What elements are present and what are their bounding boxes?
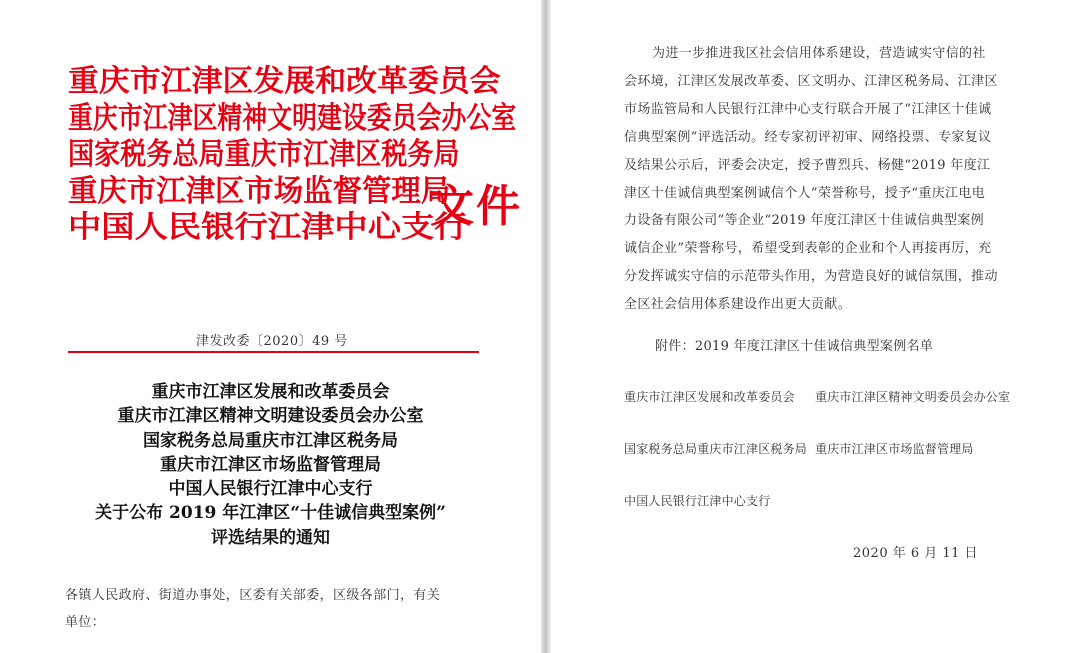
addressee bbox=[65, 582, 485, 636]
body-line: 信典型案例”评选活动。经专家初评初审、网络投票、专家复议 bbox=[624, 129, 992, 145]
body-line: 会环境，江津区发展改革委、区文明办、江津区税务局、江津区 bbox=[624, 73, 998, 89]
notice-title-line: 重庆市江津区精神文明建设委员会办公室 bbox=[117, 406, 424, 427]
notice-title-line: 重庆市江津区市场监督管理局 bbox=[160, 454, 381, 475]
attachment-note: 附件：2019 年度江津区十佳诚信典型案例名单 bbox=[655, 339, 934, 354]
letterhead-agency: 中国人民银行江津中心支行 bbox=[68, 210, 468, 245]
letterhead-agency: 重庆市江津区发展和改革委员会 bbox=[68, 64, 501, 99]
signatory: 重庆市江津区市场监督管理局 bbox=[815, 442, 974, 456]
letterhead-agency: 重庆市江津区市场监督管理局 bbox=[68, 173, 451, 209]
body-line: 津区十佳诚信典型案例诚信个人”荣誉称号，授予“重庆江电电 bbox=[624, 185, 986, 201]
signatory: 国家税务总局重庆市江津区税务局 bbox=[624, 442, 808, 456]
notice-title-line: 国家税务总局重庆市江津区税务局 bbox=[143, 430, 398, 451]
notice-title-line: 评选结果的通知 bbox=[211, 527, 330, 548]
body-line: 诚信企业”荣誉称号，希望受到表彰的企业和个人再接再厉，充 bbox=[624, 241, 992, 257]
body-line: 分发挥诚实守信的示范带头作用，为营造良好的诚信氛围，推动 bbox=[624, 269, 998, 285]
signatory: 重庆市江津区发展和改革委员会 bbox=[624, 390, 795, 404]
red-separator-rule bbox=[68, 351, 479, 353]
doc-type-label: 文件 bbox=[430, 181, 522, 232]
body-line: 全区社会信用体系建设作出更大贡献。 bbox=[624, 297, 851, 313]
notice-title-line: 重庆市江津区发展和改革委员会 bbox=[151, 382, 390, 402]
doc-number: 津发改委〔2020〕49 号 bbox=[196, 334, 348, 349]
issue-date: 2020 年 6 月 11 日 bbox=[853, 546, 979, 561]
body-line: 力设备有限公司”等企业“2019 年度江津区十佳诚信典型案例 bbox=[624, 213, 985, 229]
letterhead-agency: 国家税务总局重庆市江津区税务局 bbox=[68, 137, 460, 172]
notice-body bbox=[624, 40, 1036, 319]
notice-title-line: 关于公布 2019 年江津区“十佳诚信典型案例” bbox=[95, 503, 446, 524]
notice-title bbox=[0, 380, 541, 550]
addressee-line: 各镇人民政府、街道办事处，区委有关部委，区级各部门，有关 bbox=[65, 588, 441, 603]
letterhead-agency: 重庆市江津区精神文明建设委员会办公室 bbox=[68, 100, 517, 136]
body-line: 为进一步推进我区社会信用体系建设，营造诚实守信的社 bbox=[652, 46, 986, 61]
signatory: 重庆市江津区精神文明委员会办公室 bbox=[815, 390, 1011, 404]
body-line: 及结果公示后，评委会决定，授予曹烈兵、杨健“2019 年度江 bbox=[624, 157, 991, 173]
signatory: 中国人民银行江津中心支行 bbox=[624, 494, 771, 508]
page-gutter bbox=[541, 0, 551, 653]
body-line: 市场监管局和人民银行江津中心支行联合开展了“江津区十佳诚 bbox=[624, 101, 992, 117]
addressee-line: 单位： bbox=[65, 615, 106, 630]
notice-title-line: 中国人民银行江津中心支行 bbox=[168, 479, 373, 500]
